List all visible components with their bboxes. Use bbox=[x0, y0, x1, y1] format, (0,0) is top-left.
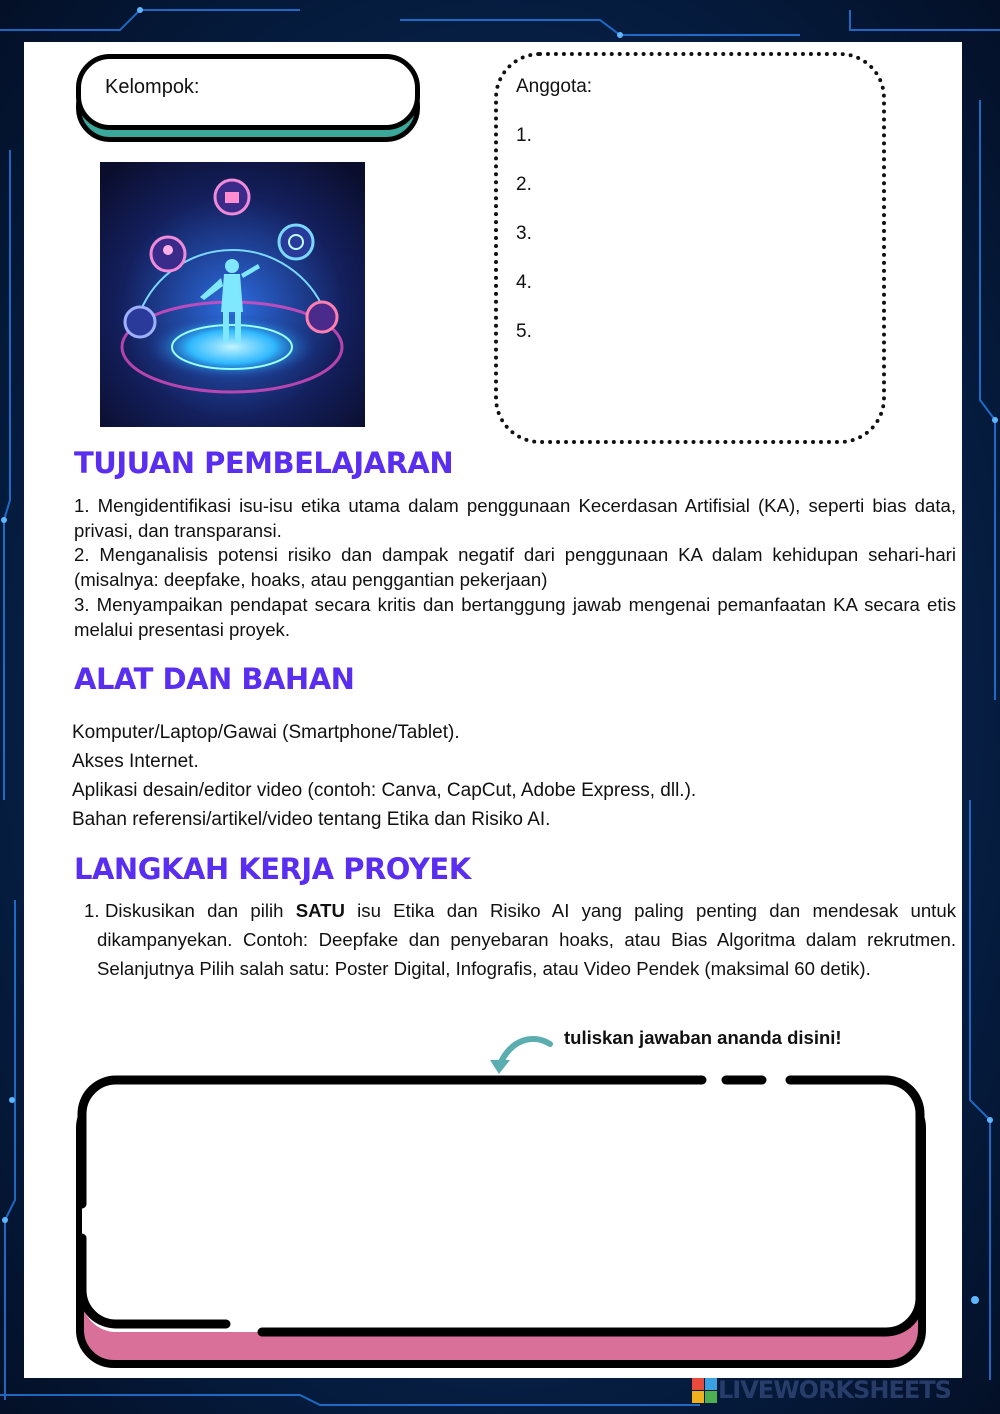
step-number: 1. bbox=[84, 900, 100, 921]
watermark-text: LIVEWORKSHEETS bbox=[718, 1376, 951, 1404]
step-text bbox=[84, 896, 956, 983]
member-item-5[interactable]: 5. bbox=[516, 321, 532, 342]
members-title: Anggota: bbox=[516, 76, 593, 97]
tools-heading: ALAT DAN BAHAN bbox=[74, 662, 355, 696]
tool-item-2: Akses Internet. bbox=[72, 751, 199, 772]
tool-item-4: Bahan referensi/artikel/video tentang Etika dan Risiko AI. bbox=[72, 809, 551, 830]
step-text-after: isu Etika dan Risiko AI yang paling penting dan mendesak untuk dikampanyekan. Contoh: Deepfake dan penyebaran hoaks, atau Bias Algoritma dalam rekrutmen. Selanjutnya Pilih salah satu: Poster Digital, Infografis, atau Video Pendek (maksimal 60 detik). bbox=[97, 900, 956, 979]
group-label: Kelompok: bbox=[105, 76, 200, 98]
objective-item-1: 1. Mengidentifikasi isu-isu etika utama dalam penggunaan Kecerdasan Artifisial (KA), seperti bias data, privasi, dan transparansi. bbox=[74, 495, 956, 541]
member-item-3[interactable]: 3. bbox=[516, 223, 532, 244]
tool-item-3: Aplikasi desain/editor video (contoh: Canva, CapCut, Adobe Express, dll.). bbox=[72, 780, 697, 801]
step-text-bold: SATU bbox=[295, 900, 345, 921]
objective-item-3: 3. Menyampaikan pendapat secara kritis dan bertanggung jawab mengenai pemanfaatan KA secara etis melalui presentasi proyek. bbox=[74, 594, 956, 640]
liveworksheets-logo-icon bbox=[692, 1378, 718, 1404]
steps-heading: LANGKAH KERJA PROYEK bbox=[74, 852, 471, 886]
answer-hint: tuliskan jawaban ananda disini! bbox=[564, 1027, 842, 1048]
objectives-heading: TUJUAN PEMBELAJARAN bbox=[74, 446, 454, 480]
member-item-4[interactable]: 4. bbox=[516, 272, 532, 293]
members-box[interactable] bbox=[494, 52, 886, 444]
tool-item-1: Komputer/Laptop/Gawai (Smartphone/Tablet). bbox=[72, 722, 460, 743]
member-item-2[interactable]: 2. bbox=[516, 174, 532, 195]
ai-ethics-illustration bbox=[100, 162, 365, 427]
member-item-1[interactable]: 1. bbox=[516, 125, 532, 146]
answer-input[interactable] bbox=[100, 1100, 904, 1314]
objective-item-2: 2. Menganalisis potensi risiko dan dampak negatif dari penggunaan KA dalam kehidupan sehari-hari (misalnya: deepfake, hoaks, atau penggantian pekerjaan) bbox=[74, 544, 956, 590]
step-text-before: Diskusikan dan pilih bbox=[105, 900, 296, 921]
step-item-1 bbox=[84, 896, 956, 983]
